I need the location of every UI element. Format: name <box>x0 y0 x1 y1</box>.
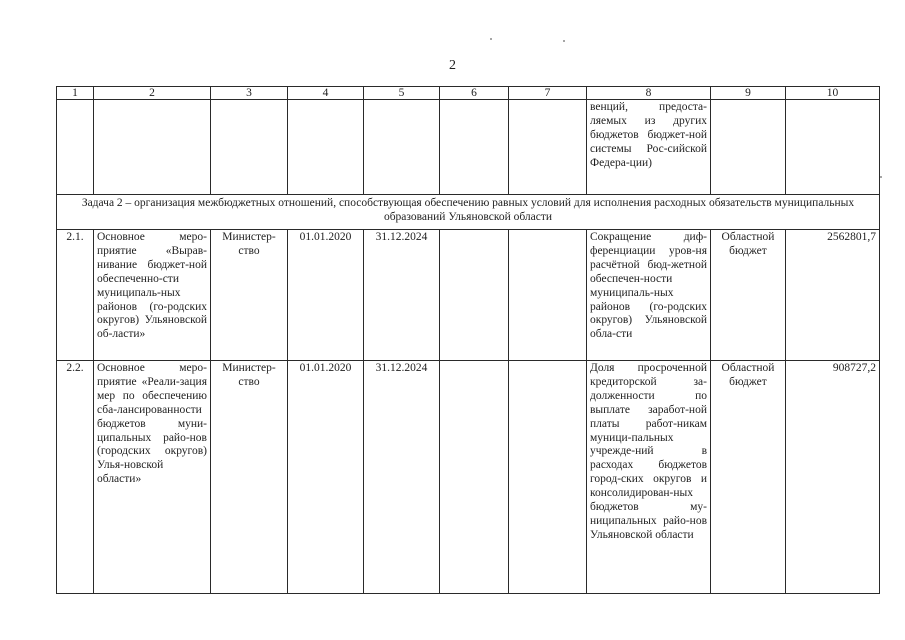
row-funding-source: Областной бюджет <box>711 361 786 594</box>
row-indicator: Сокращение диф-ференциации уров-ня расчётной бюд-жетной обеспечен-ности муниципаль-ных районов (го-родских округов) Ульяновской обла-сти <box>587 230 711 361</box>
row-funding-source: Областной бюджет <box>711 230 786 361</box>
row-number: 2.1. <box>57 230 94 361</box>
row-col-6 <box>440 230 509 361</box>
cont-cell-9 <box>711 100 786 195</box>
cont-cell-2 <box>94 100 211 195</box>
table-row <box>57 230 880 361</box>
program-table <box>56 86 880 594</box>
cont-cell-6 <box>440 100 509 195</box>
task-2-row <box>57 195 880 230</box>
row-activity-name: Основное меро-приятие «Вырав-нивание бюджет-ной обеспеченно-сти муниципаль-ных районов (го-родских округов) Ульяновской об-ласти» <box>94 230 211 361</box>
continuation-row <box>57 100 880 195</box>
col-header-5: 5 <box>364 87 440 100</box>
col-header-1: 1 <box>57 87 94 100</box>
table-row <box>57 361 880 594</box>
row-amount: 2562801,7 <box>786 230 880 361</box>
scan-speck <box>880 176 882 178</box>
row-col-6 <box>440 361 509 594</box>
col-header-10: 10 <box>786 87 880 100</box>
cont-cell-3 <box>211 100 288 195</box>
col-header-2: 2 <box>94 87 211 100</box>
cont-cell-1 <box>57 100 94 195</box>
row-end-date: 31.12.2024 <box>364 361 440 594</box>
col-header-9: 9 <box>711 87 786 100</box>
page-number: 2 <box>449 58 456 73</box>
row-end-date: 31.12.2024 <box>364 230 440 361</box>
row-start-date: 01.01.2020 <box>288 361 364 594</box>
col-header-6: 6 <box>440 87 509 100</box>
scan-speck <box>490 38 492 40</box>
col-header-3: 3 <box>211 87 288 100</box>
cont-cell-10 <box>786 100 880 195</box>
scan-speck <box>563 40 565 42</box>
col-header-8: 8 <box>587 87 711 100</box>
task-2-text: Задача 2 – организация межбюджетных отношений, способствующая обеспечению равных условий для исполнения расходных обязательств муниципальных образований Ульяновской области <box>57 195 880 230</box>
cont-cell-7 <box>509 100 587 195</box>
column-number-row <box>57 87 880 100</box>
row-indicator: Доля просроченной кредиторской за-долженности по выплате заработ-ной платы работ-никам муници-пальных учрежде-ний в расходах бюджетов город-ских округов и консолидирован-ных бюджетов му-ниципальных райо-нов Ульяновской области <box>587 361 711 594</box>
col-header-4: 4 <box>288 87 364 100</box>
cont-indicator-text: венций, предоста-ляемых из других бюджетов бюджет-ной системы Рос-сийской Федера-ции) <box>587 100 711 195</box>
row-col-7 <box>509 361 587 594</box>
cont-cell-4 <box>288 100 364 195</box>
row-executor: Министер-ство <box>211 361 288 594</box>
row-activity-name: Основное меро-приятие «Реали-зация мер по обеспечению сба-лансированности бюджетов муни-ципальных райо-нов (городских округов) Улья-новской области» <box>94 361 211 594</box>
row-start-date: 01.01.2020 <box>288 230 364 361</box>
row-executor: Министер-ство <box>211 230 288 361</box>
row-amount: 908727,2 <box>786 361 880 594</box>
col-header-7: 7 <box>509 87 587 100</box>
row-number: 2.2. <box>57 361 94 594</box>
row-col-7 <box>509 230 587 361</box>
cont-cell-5 <box>364 100 440 195</box>
